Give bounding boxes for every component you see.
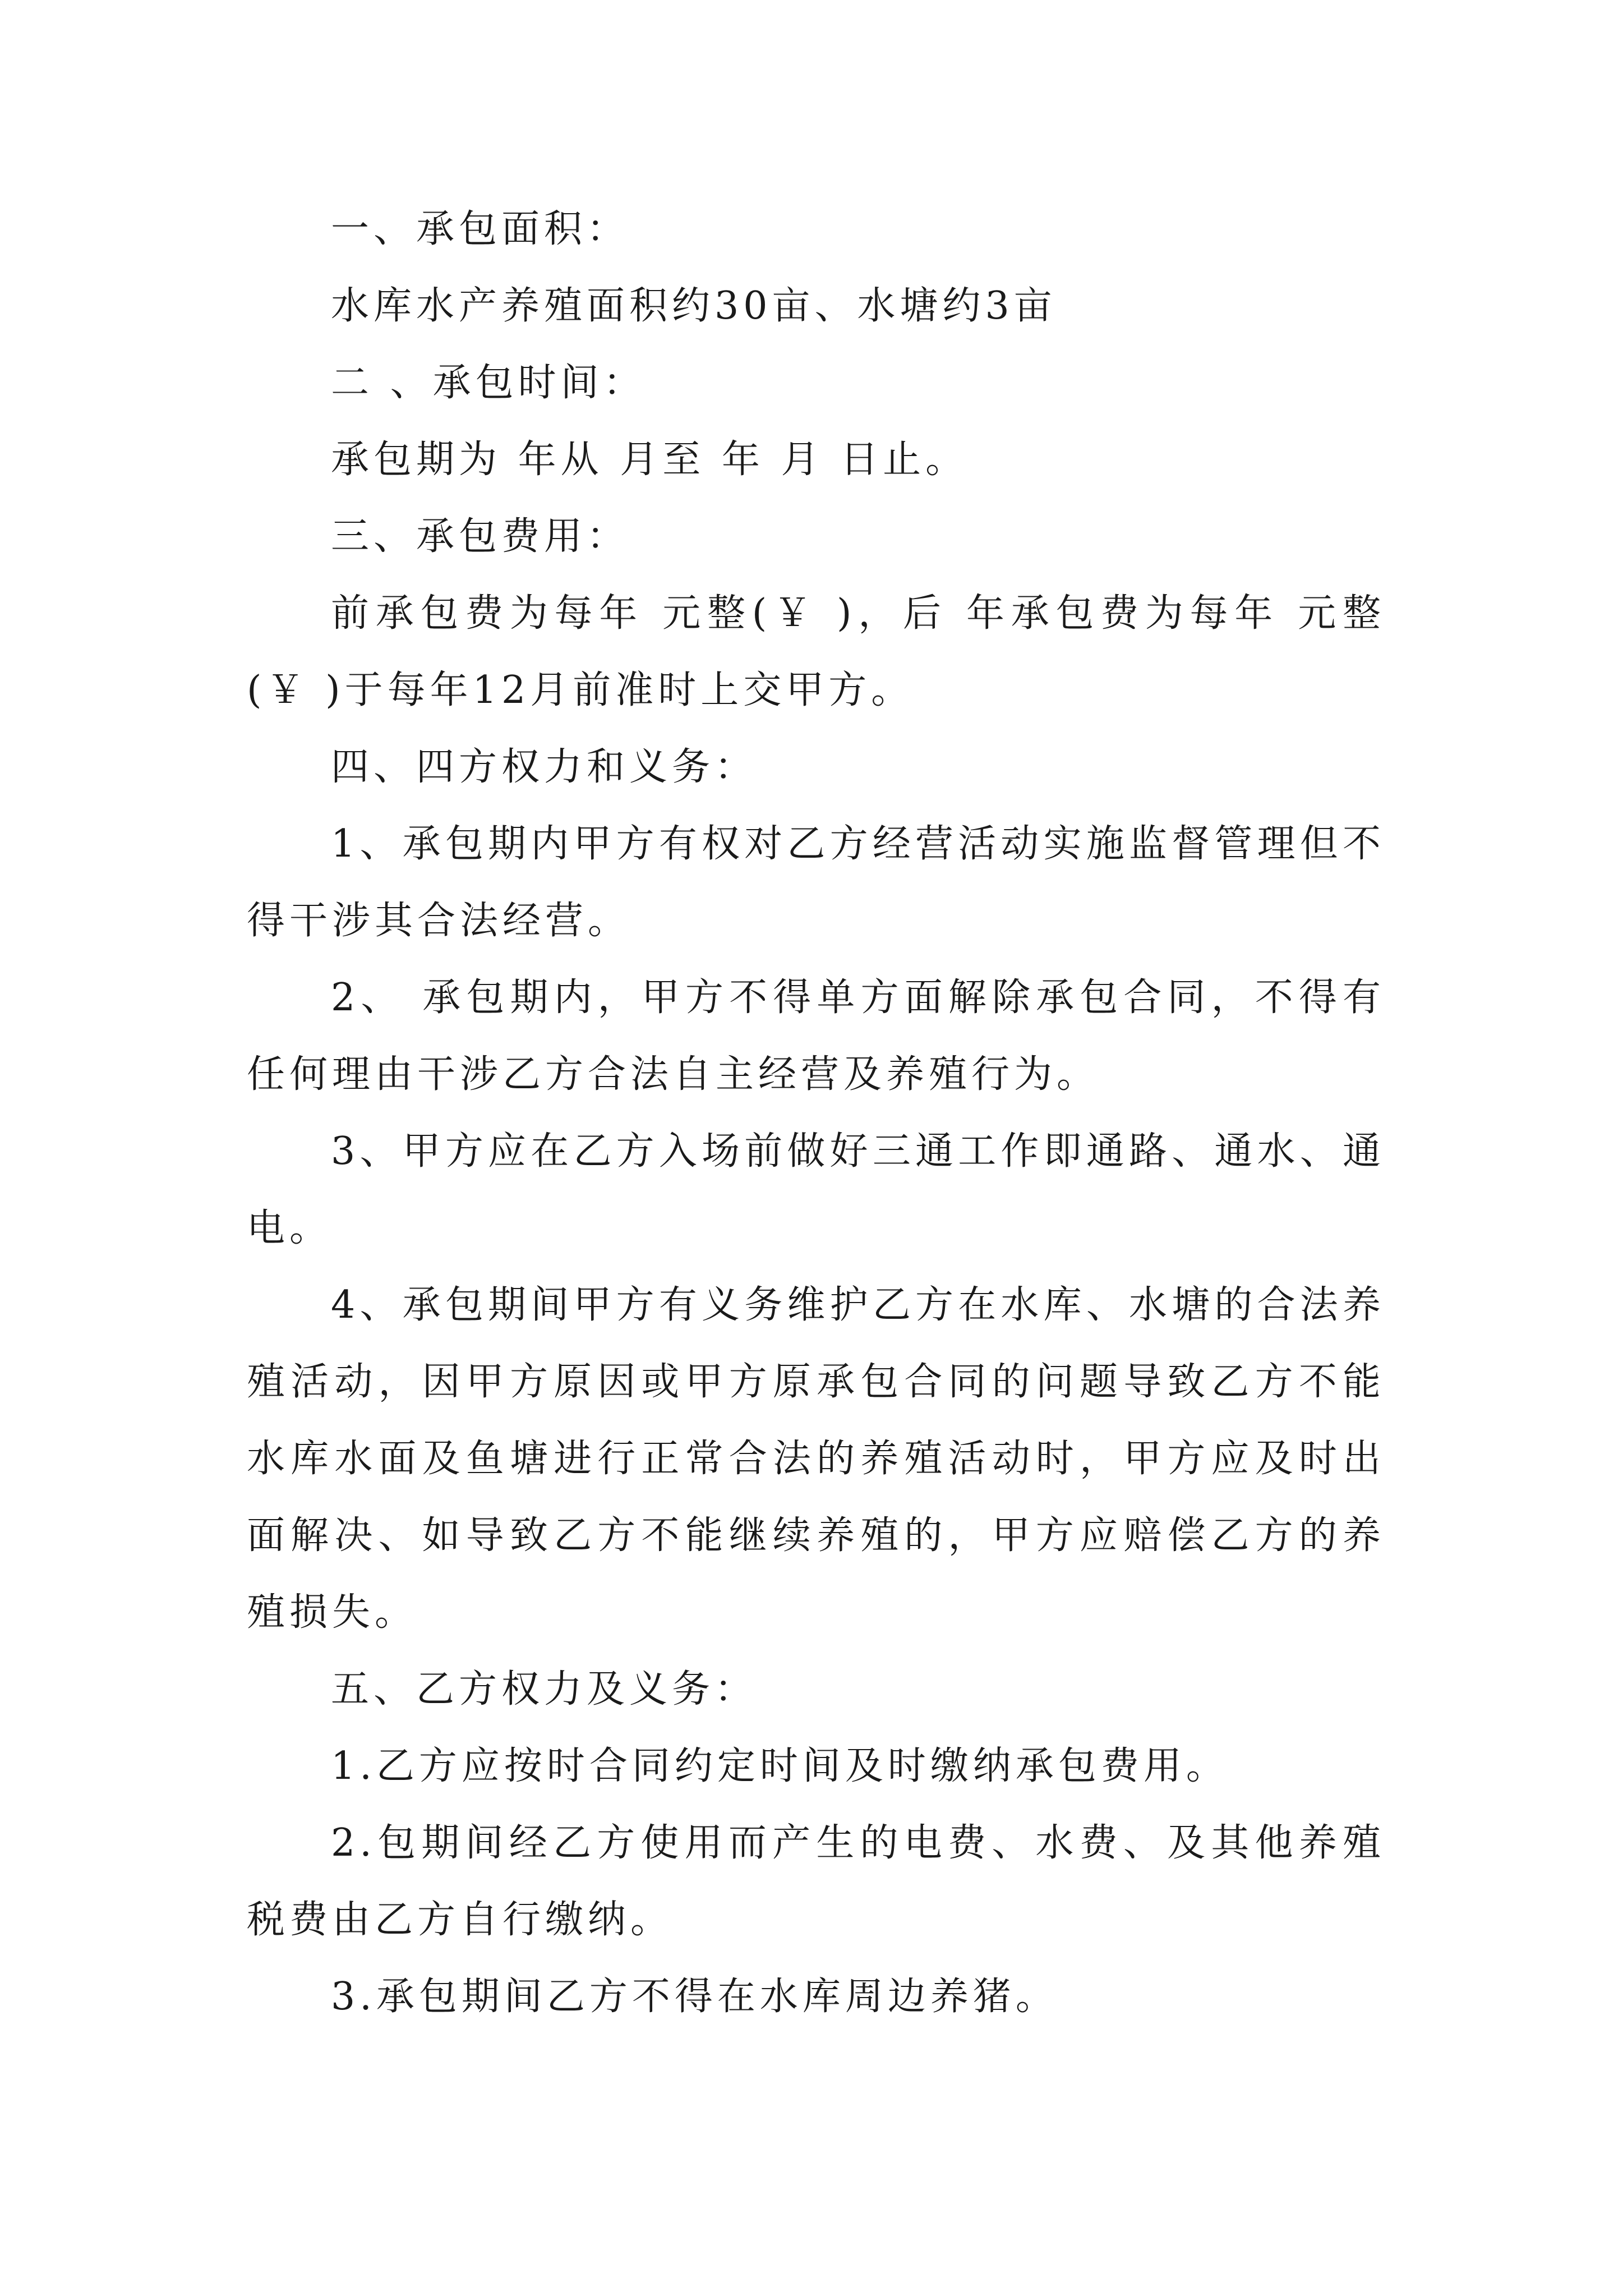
paragraph-period-detail: 承包期为 年从 月至 年 月 日止。 (331, 438, 969, 482)
clause-party-a-3: 3、甲方应在乙方入场前做好三通工作即通路、通水、通电。 (247, 1129, 1385, 1250)
clause-party-a-4: 4、承包期间甲方有义务维护乙方在水库、水塘的合法养殖活动，因甲方原因或甲方原承包合同的问题导致乙方不能水库水面及鱼塘进行正常合法的养殖活动时，甲方应及时出面解决、如导致乙方不能继续养殖的，甲方应赔偿乙方的养殖损失。 (247, 1283, 1385, 1635)
section-heading-party-a-rights: 四、四方权力和义务： (331, 745, 758, 789)
clause-party-b-2: 2.包期间经乙方使用而产生的电费、水费、及其他养殖税费由乙方自行缴纳。 (247, 1821, 1385, 1942)
paragraph-area-detail: 水库水产养殖面积约30亩、水塘约3亩 (331, 284, 1057, 328)
clause-party-a-1: 1、承包期内甲方有权对乙方经营活动实施监督管理但不得干涉其合法经营。 (247, 822, 1385, 943)
paragraph-fees-detail: 前承包费为每年 元整(￥ )，后 年承包费为每年 元整(￥ )于每年12月前准时上交甲方。 (247, 591, 1385, 712)
section-heading-fees: 三、承包费用： (331, 514, 630, 559)
document-body (247, 191, 1385, 2035)
section-heading-period: 二 、承包时间： (331, 361, 646, 405)
section-heading-area: 一、承包面积： (331, 207, 630, 251)
clause-party-b-3: 3.承包期间乙方不得在水库周边养猪。 (331, 1975, 1058, 2019)
section-heading-party-b-rights: 五、乙方权力及义务： (331, 1667, 758, 1711)
clause-party-b-1: 1.乙方应按时合同约定时间及时缴纳承包费用。 (331, 1744, 1229, 1788)
clause-party-a-2: 2、 承包期内，甲方不得单方面解除承包合同，不得有任何理由干涉乙方合法自主经营及养殖行为。 (247, 976, 1385, 1097)
